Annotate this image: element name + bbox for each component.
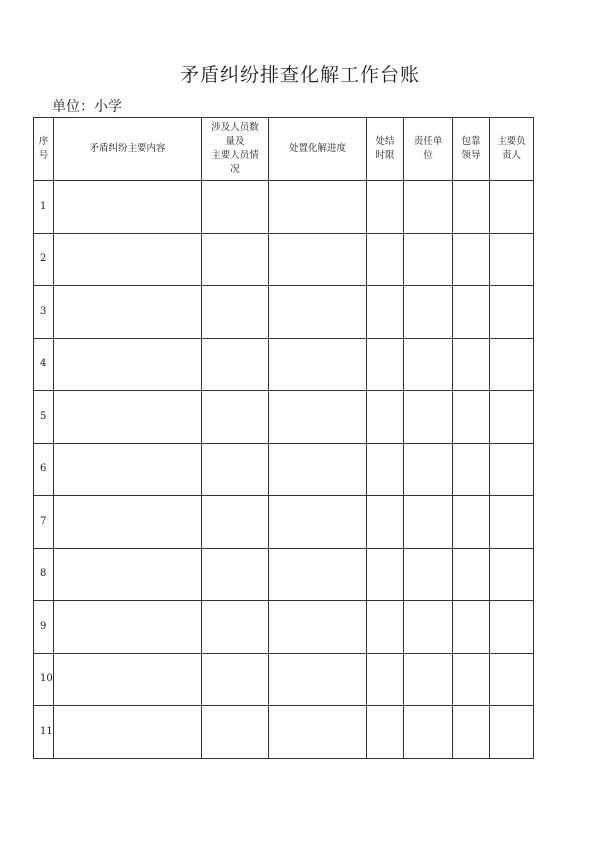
ledger-table — [33, 117, 534, 759]
cell-person-in-charge — [490, 706, 534, 759]
table-row — [34, 338, 534, 391]
cell-resolution-progress — [269, 286, 367, 339]
header-responsible-unit: 责任单 位 — [404, 118, 453, 181]
cell-dispute-content — [54, 601, 202, 654]
document-title: 矛盾纠纷排查化解工作台账 — [179, 64, 420, 86]
row-index: 4 — [34, 338, 54, 391]
cell-deadline — [367, 548, 404, 601]
cell-deadline — [367, 338, 404, 391]
cell-person-in-charge — [490, 233, 534, 286]
cell-deadline — [367, 233, 404, 286]
cell-persons-involved — [202, 496, 269, 549]
cell-responsible-unit — [404, 706, 453, 759]
header-dispute-content: 矛盾纠纷主要内容 — [54, 118, 202, 181]
cell-deadline — [367, 706, 404, 759]
cell-deadline — [367, 286, 404, 339]
cell-leader — [453, 496, 490, 549]
unit-label: 单位： — [52, 99, 94, 115]
cell-persons-involved — [202, 548, 269, 601]
table-row — [34, 548, 534, 601]
cell-responsible-unit — [404, 233, 453, 286]
cell-resolution-progress — [269, 706, 367, 759]
table-row — [34, 391, 534, 444]
cell-leader — [453, 706, 490, 759]
cell-dispute-content — [54, 286, 202, 339]
row-index: 8 — [34, 548, 54, 601]
cell-person-in-charge — [490, 548, 534, 601]
cell-leader — [453, 286, 490, 339]
cell-resolution-progress — [269, 653, 367, 706]
cell-deadline — [367, 443, 404, 496]
header-deadline: 处结 时限 — [367, 118, 404, 181]
cell-responsible-unit — [404, 181, 453, 234]
cell-leader — [453, 391, 490, 444]
row-index: 9 — [34, 601, 54, 654]
cell-person-in-charge — [490, 286, 534, 339]
cell-leader — [453, 443, 490, 496]
cell-persons-involved — [202, 233, 269, 286]
cell-person-in-charge — [490, 338, 534, 391]
table-row — [34, 443, 534, 496]
cell-person-in-charge — [490, 496, 534, 549]
cell-dispute-content — [54, 338, 202, 391]
row-index: 1 — [34, 181, 54, 234]
table-row — [34, 286, 534, 339]
cell-persons-involved — [202, 286, 269, 339]
table-row — [34, 496, 534, 549]
row-index: 2 — [34, 233, 54, 286]
table-row — [34, 233, 534, 286]
table-row — [34, 706, 534, 759]
cell-resolution-progress — [269, 548, 367, 601]
cell-resolution-progress — [269, 443, 367, 496]
cell-dispute-content — [54, 706, 202, 759]
unit-line — [52, 96, 122, 116]
cell-deadline — [367, 601, 404, 654]
table-row — [34, 601, 534, 654]
cell-deadline — [367, 496, 404, 549]
cell-resolution-progress — [269, 601, 367, 654]
cell-persons-involved — [202, 181, 269, 234]
cell-dispute-content — [54, 548, 202, 601]
header-person-in-charge: 主要负 责人 — [490, 118, 534, 181]
cell-leader — [453, 653, 490, 706]
cell-persons-involved — [202, 706, 269, 759]
cell-resolution-progress — [269, 391, 367, 444]
cell-person-in-charge — [490, 181, 534, 234]
header-persons-involved: 涉及人员数 量及 主要人员情 况 — [202, 118, 269, 181]
cell-responsible-unit — [404, 653, 453, 706]
cell-leader — [453, 181, 490, 234]
cell-dispute-content — [54, 233, 202, 286]
cell-leader — [453, 548, 490, 601]
cell-responsible-unit — [404, 338, 453, 391]
row-index: 5 — [34, 391, 54, 444]
cell-deadline — [367, 653, 404, 706]
cell-persons-involved — [202, 653, 269, 706]
cell-resolution-progress — [269, 181, 367, 234]
header-resolution-progress: 处置化解进度 — [269, 118, 367, 181]
header-leader: 包靠 领导 — [453, 118, 490, 181]
cell-persons-involved — [202, 338, 269, 391]
cell-person-in-charge — [490, 443, 534, 496]
cell-dispute-content — [54, 181, 202, 234]
cell-resolution-progress — [269, 338, 367, 391]
cell-responsible-unit — [404, 548, 453, 601]
table-header-row — [34, 118, 534, 181]
cell-responsible-unit — [404, 286, 453, 339]
table-row — [34, 653, 534, 706]
cell-leader — [453, 233, 490, 286]
cell-resolution-progress — [269, 233, 367, 286]
cell-leader — [453, 338, 490, 391]
row-index: 11 — [34, 706, 54, 759]
cell-deadline — [367, 391, 404, 444]
cell-persons-involved — [202, 443, 269, 496]
cell-responsible-unit — [404, 496, 453, 549]
row-index: 10 — [34, 653, 54, 706]
row-index: 3 — [34, 286, 54, 339]
cell-persons-involved — [202, 601, 269, 654]
cell-dispute-content — [54, 653, 202, 706]
cell-dispute-content — [54, 496, 202, 549]
cell-person-in-charge — [490, 601, 534, 654]
table-row — [34, 181, 534, 234]
cell-responsible-unit — [404, 443, 453, 496]
header-index: 序 号 — [34, 118, 54, 181]
cell-deadline — [367, 181, 404, 234]
cell-leader — [453, 601, 490, 654]
cell-responsible-unit — [404, 601, 453, 654]
cell-persons-involved — [202, 391, 269, 444]
cell-person-in-charge — [490, 391, 534, 444]
row-index: 7 — [34, 496, 54, 549]
cell-resolution-progress — [269, 496, 367, 549]
cell-responsible-unit — [404, 391, 453, 444]
cell-dispute-content — [54, 443, 202, 496]
cell-person-in-charge — [490, 653, 534, 706]
unit-value: 小学 — [94, 99, 122, 115]
cell-dispute-content — [54, 391, 202, 444]
row-index: 6 — [34, 443, 54, 496]
